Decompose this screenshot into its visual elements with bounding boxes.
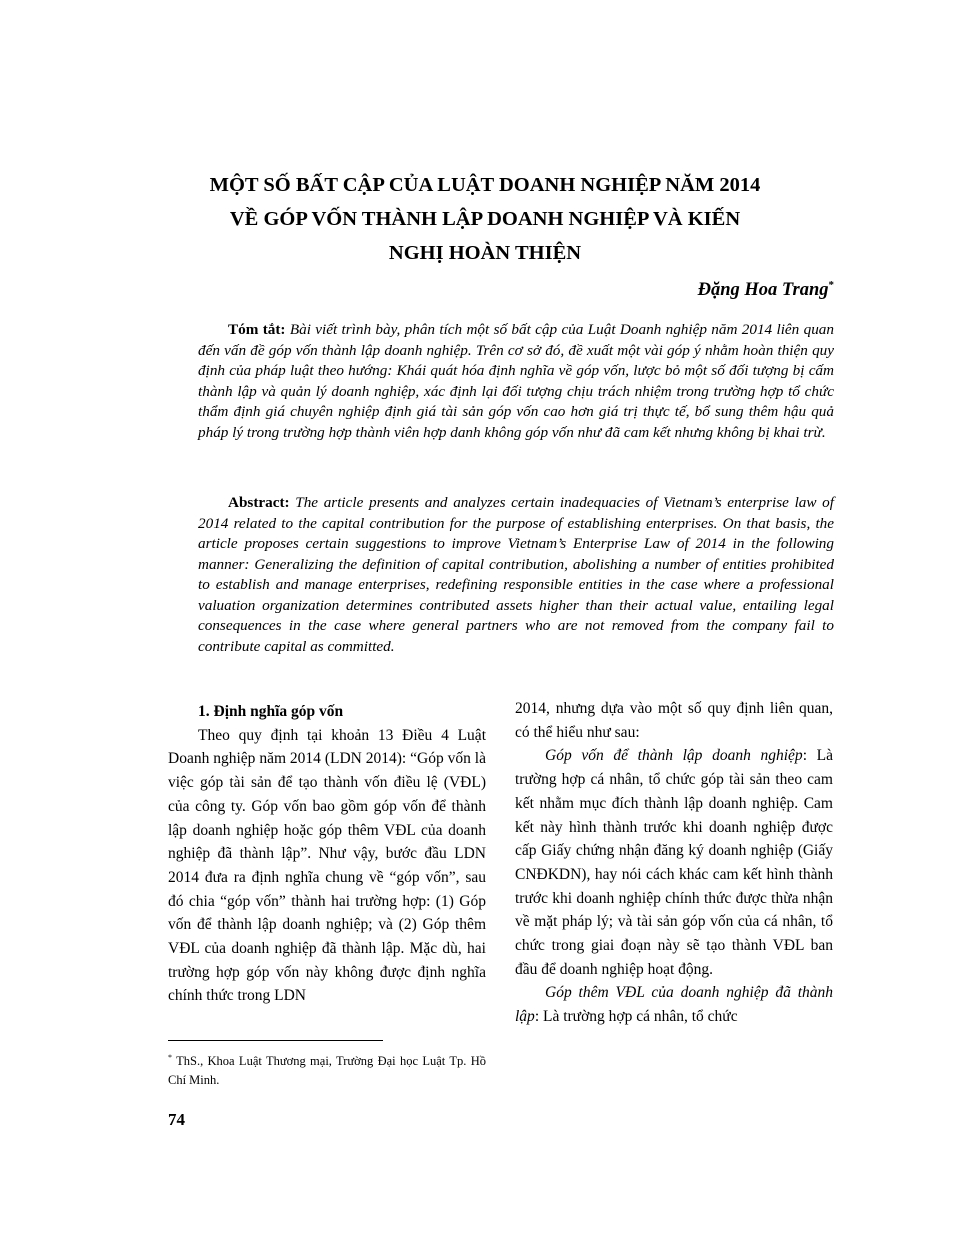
author-name: Đặng Hoa Trang <box>697 280 829 301</box>
article-title <box>160 168 810 270</box>
summary-text: Bài viết trình bày, phân tích một số bất cập của Luật Doanh nghiệp năm 2014 liên quan đến vấn đề góp vốn thành lập doanh nghiệp. Trên cơ sở đó, đề xuất một vài góp ý nhằm hoàn thiện quy định của pháp luật theo hướng: Khái quát hóa định nghĩa về góp vốn, lược bỏ một số đối tượng bị cấm thành lập và quản lý doanh nghiệp, xác định lại đối tượng chịu trách nhiệm trong trường hợp tổ chức thẩm định giá chuyên nghiệp định giá tài sản góp vốn cao hơn giá trị thực tế, bổ sung thêm hậu quả pháp lý trong trường hợp thành viên hợp danh không góp vốn như đã cam kết nhưng không bị khai trừ. <box>198 321 834 441</box>
footnote-text: ThS., Khoa Luật Thương mại, Trường Đại học Luật Tp. Hồ Chí Minh. <box>168 1054 486 1088</box>
title-line-2: VỀ GÓP VỐN THÀNH LẬP DOANH NGHIỆP VÀ KIẾN <box>229 208 741 230</box>
right-paragraph-3-text: : Là trường hợp cá nhân, tổ chức <box>534 1008 738 1026</box>
author-footnote-marker: * <box>828 279 834 291</box>
footnote-divider <box>168 1040 383 1041</box>
right-paragraph-2 <box>515 744 833 981</box>
right-paragraph-2-text: : Là trường hợp cá nhân, tổ chức góp tài sản theo cam kết nhằm mục đích thành lập doanh nghiệp. Cam kết này hình thành trước khi doanh nghiệp được cấp Giấy chứng nhận đăng ký doanh nghiệp (Giấy CNĐKDN), hay nói cách khác cam kết hình thành trước khi doanh nghiệp chính thức được thừa nhận về mặt pháp lý; và tài sản góp vốn của cá nhân, tổ chức trong giai đoạn này sẽ tạo thành VĐL ban đầu để doanh nghiệp hoạt động. <box>515 747 833 978</box>
right-paragraph-3 <box>515 981 833 1028</box>
title-line-3: NGHỊ HOÀN THIỆN <box>388 242 582 264</box>
page-number: 74 <box>168 1110 185 1129</box>
summary-label: Tóm tắt: <box>228 321 286 338</box>
left-paragraph-1: Theo quy định tại khoản 13 Điều 4 Luật Doanh nghiệp năm 2014 (LDN 2014): “Góp vốn là việc góp tài sản để tạo thành vốn điều lệ (VĐL) của công ty. Góp vốn bao gồm góp vốn để thành lập doanh nghiệp hoặc góp thêm VĐL của doanh nghiệp đã thành lập”. Như vậy, bước đầu LDN 2014 đưa ra định nghĩa chung về “góp vốn”, sau đó chia “góp vốn” thành hai trường hợp: (1) Góp vốn để thành lập doanh nghiệp; và (2) Góp thêm VĐL của doanh nghiệp đã thành lập. Mặc dù, hai trường hợp góp vốn này không được định nghĩa chính thức trong LDN <box>168 726 486 1005</box>
term-gop-them-vdl: Góp thêm VĐL của doanh nghiệp đã thành lập <box>515 984 833 1026</box>
footnote <box>168 1048 486 1090</box>
vietnamese-summary <box>198 320 834 443</box>
title-line-1: MỘT SỐ BẤT CẬP CỦA LUẬT DOANH NGHIỆP NĂM 2014 <box>209 174 761 196</box>
footnote-marker: * <box>168 1053 172 1062</box>
right-paragraph-1: 2014, nhưng dựa vào một số quy định liên quan, có thể hiểu như sau: <box>515 700 833 741</box>
left-column <box>168 700 486 1008</box>
right-column <box>515 697 833 1029</box>
abstract-label: Abstract: <box>228 494 290 511</box>
author <box>698 279 834 301</box>
english-abstract <box>198 493 834 657</box>
abstract-text: The article presents and analyzes certain inadequacies of Vietnam’s enterprise law of 2014 related to the capital contribution for the purpose of establishing enterprises. On that basis, the article proposes certain suggestions to improve Vietnam’s Enterprise Law of 2014 in the following manner: Generalizing the definition of capital contribution, abolishing a number of entities prohibited to establish and manage enterprises, redefining responsible entities in the case where a professional valuation organization determines contributed assets higher than their actual value, entailing legal consequences in the case where general partners who are not removed from the company fail to contribute capital as committed. <box>198 494 834 655</box>
section-heading: 1. Định nghĩa góp vốn <box>198 703 344 720</box>
term-gop-von-thanh-lap: Góp vốn để thành lập doanh nghiệp <box>545 747 803 765</box>
